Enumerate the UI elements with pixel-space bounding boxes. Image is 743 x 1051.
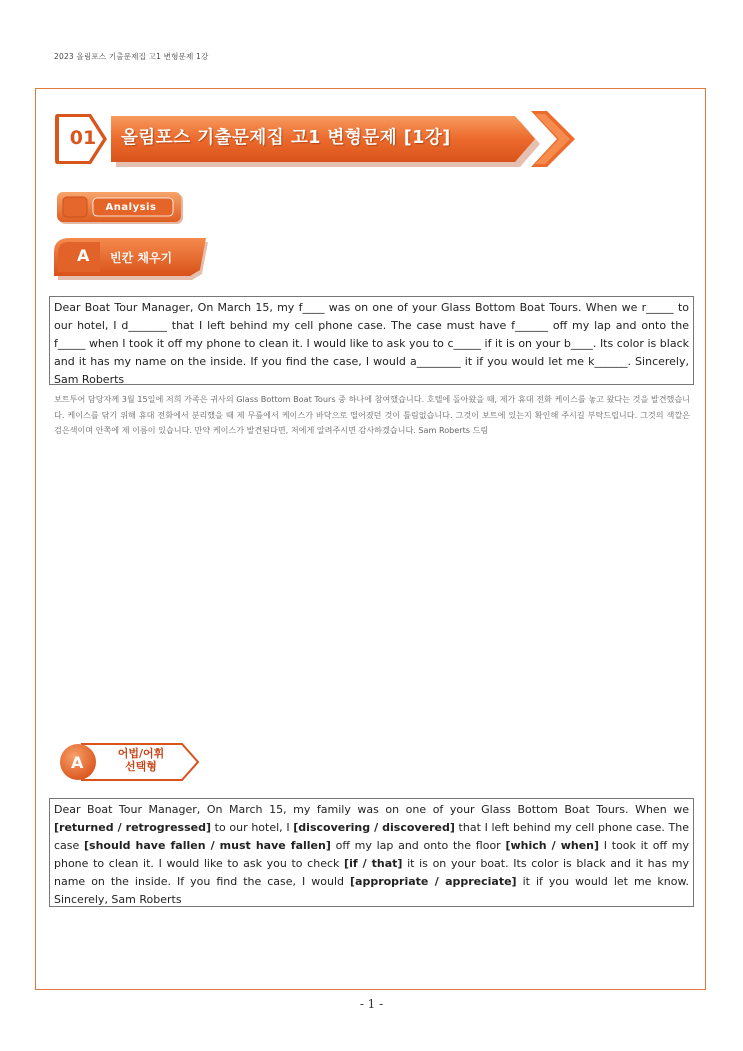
passage-text: off my lap and onto the floor [330, 838, 506, 852]
running-header: 2023 올림포스 기출문제집 고1 변형문제 1강 [54, 52, 209, 61]
korean-translation: 보트투어 담당자께 3월 15일에 저희 가족은 귀사의 Glass Bottom Boat Tours 중 하나에 참여했습니다. 호텔에 돌아왔을 때, 제가 휴대 전화 케이스를 놓고 왔다는 것을 발견했습니다. 케이스를 닦기 위해 휴대 전화에서 분리했을 때 제 무릎에서 케이스가 바닥으로 떨어졌던 것이 틀림없습니다. 그것이 보트에 있는지 확인해 주시길 부탁드립니다. 그것의 색깔은 검은색이며 안쪽에 제 이름이 있습니다. 만약 케이스가 발견된다면, 저에게 알려주시면 감사하겠습니다. Sam Roberts 드림 [54, 394, 690, 436]
section-label-line1: 어법/어휘 [117, 747, 165, 760]
passage-text: I took it off my phone to clean it. I would like to ask you to check [54, 838, 689, 870]
section-label [104, 747, 178, 773]
page-number: - 1 - [359, 997, 384, 1011]
choice-option: [discovering / discovered] [293, 820, 455, 834]
choice-option: [which / when] [505, 838, 600, 852]
section-letter: A [71, 753, 84, 772]
title-banner [55, 108, 580, 170]
choice-option: [returned / retrogressed] [54, 820, 211, 834]
section-label: 빈칸 채우기 [110, 251, 173, 265]
choice-option: [appropriate / appreciate] [350, 874, 517, 888]
section-letter: A [77, 246, 90, 265]
fill-blank-passage: Dear Boat Tour Manager, On March 15, my f____ was on one of your Glass Bottom Boat Tours. When we r_____ to our hotel, I d_______ that I left behind my cell phone case. The case must have f______ off my lap and onto the f_____ when I took it off my phone to clean it. I would like to ask you to c_____ if it is on your b____. Its color is black and it has my name on the inside. If you find the case, I would a________ it if you would let me k______. Sincerely, Sam Roberts [49, 296, 694, 385]
analysis-label: Analysis [105, 202, 157, 213]
page-title: 올림포스 기출문제집 고1 변형문제 [1강] [121, 128, 451, 148]
passage-text: Dear Boat Tour Manager, On March 15, my family was on one of your Glass Bottom Boat Tours. When we [54, 803, 689, 816]
section-label-line2: 선택형 [125, 760, 157, 773]
passage-text: it if you would let me know. Sincerely, Sam Roberts [54, 874, 689, 906]
choice-option: [should have fallen / must have fallen] [84, 838, 331, 852]
grammar-choice-passage [49, 798, 694, 907]
section-tag-fill-blank [54, 236, 210, 280]
analysis-tag [57, 191, 185, 227]
title-number: 01 [69, 127, 97, 149]
passage-text: to our hotel, I [211, 820, 294, 834]
passage-text: that I left behind my cell phone case. The case [54, 820, 689, 852]
passage-text: it is on your boat. Its color is black and it has my name on the inside. If you find the case, I would [54, 856, 689, 888]
section-tag-grammar-choice [58, 740, 202, 784]
choice-option: [if / that] [344, 856, 403, 870]
